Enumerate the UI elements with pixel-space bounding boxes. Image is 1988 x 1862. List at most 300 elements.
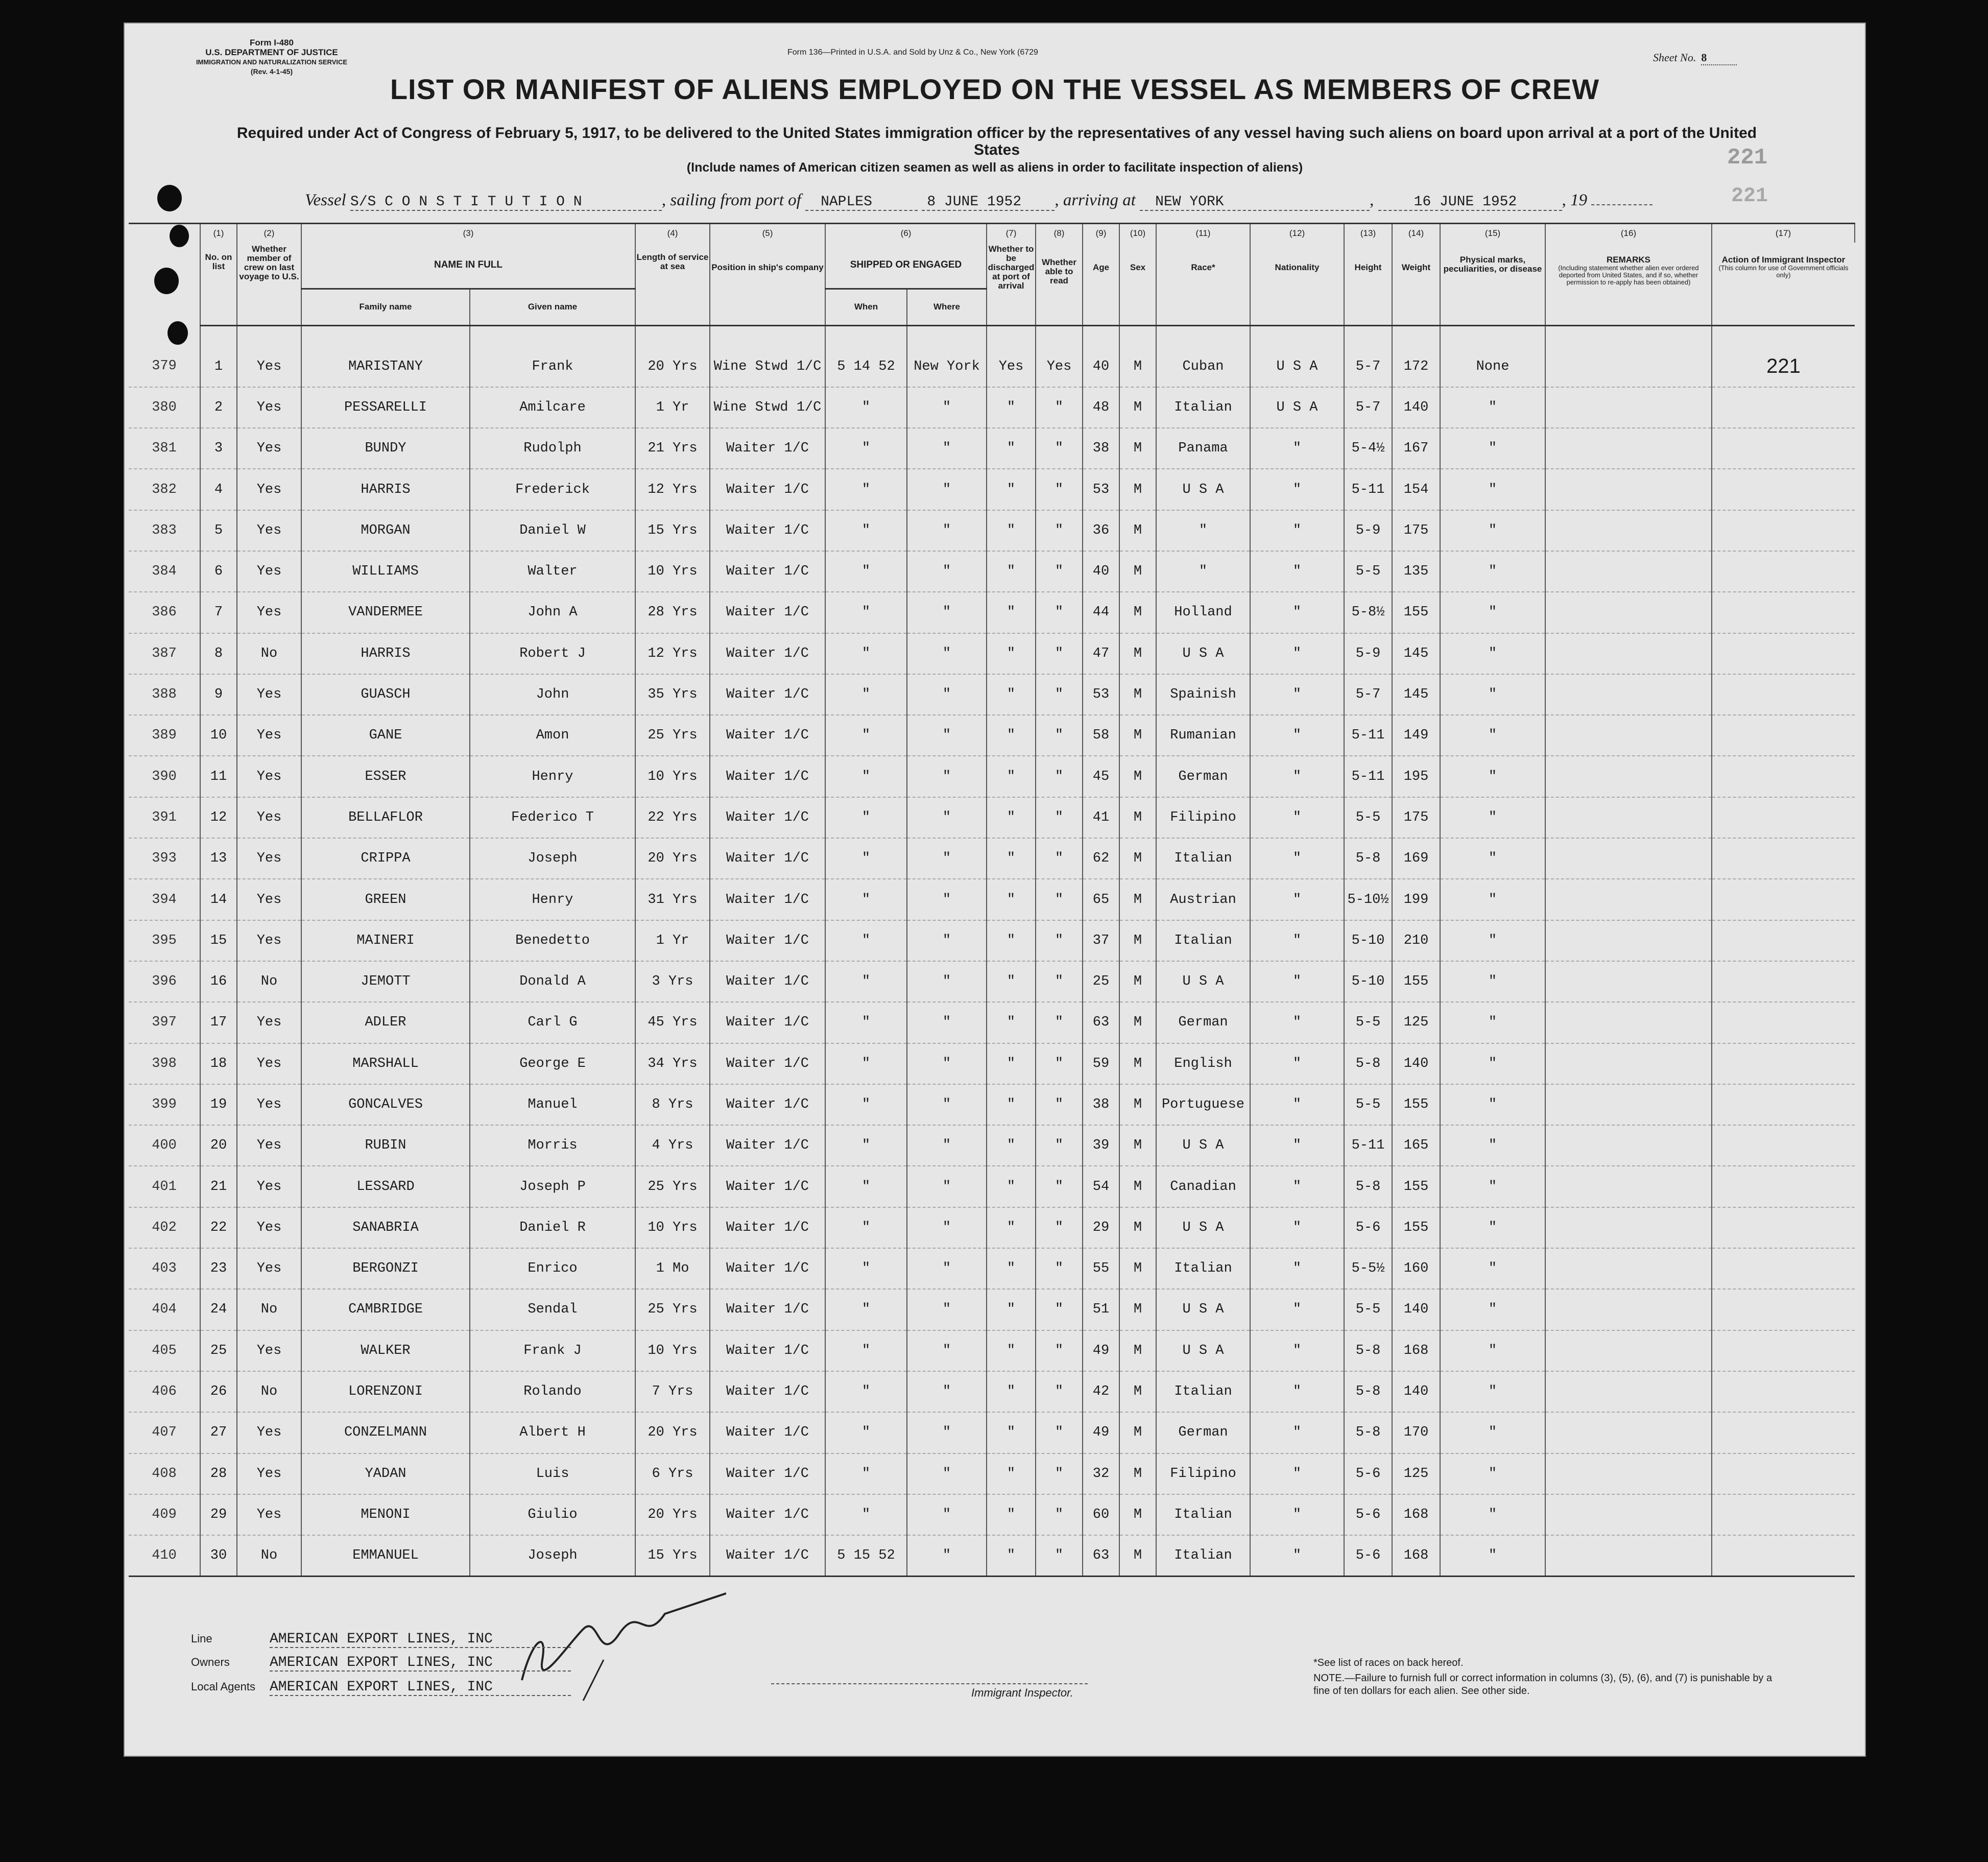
punch-hole: [157, 185, 182, 211]
cell-given-name: Robert J: [470, 633, 635, 674]
cell-position: Waiter 1/C: [710, 797, 825, 838]
cell-given-name: Joseph P: [470, 1166, 635, 1207]
header-nationality: Nationality: [1250, 243, 1344, 325]
cell-weight: 167: [1392, 428, 1440, 469]
cell-age: 36: [1083, 510, 1119, 551]
cell-discharged-flag: ": [987, 1248, 1036, 1289]
cell-height: 5-5: [1344, 551, 1392, 592]
cell-ext-number: 386: [129, 592, 200, 633]
cell-family-name: BUNDY: [301, 428, 470, 469]
cell-position: Waiter 1/C: [710, 428, 825, 469]
cell-discharged-flag: ": [987, 1043, 1036, 1084]
cell-shipped-when: ": [825, 1453, 907, 1494]
cell-remarks: [1545, 1207, 1712, 1248]
cell-discharged-flag: ": [987, 1289, 1036, 1330]
cell-height: 5-10: [1344, 920, 1392, 961]
cell-ext-number: 380: [129, 387, 200, 428]
cell-race: Italian: [1156, 1248, 1250, 1289]
cell-sex: M: [1119, 797, 1156, 838]
cell-inspector-action: [1712, 1535, 1855, 1577]
cell-nationality: ": [1250, 633, 1344, 674]
cell-age: 47: [1083, 633, 1119, 674]
cell-age: 32: [1083, 1453, 1119, 1494]
cell-weight: 195: [1392, 756, 1440, 797]
col-number: (11): [1156, 224, 1250, 243]
cell-shipped-when: ": [825, 756, 907, 797]
cell-service-length: 1 Mo: [635, 1248, 710, 1289]
cell-read-flag: ": [1036, 1002, 1083, 1043]
cell-service-length: 15 Yrs: [635, 510, 710, 551]
cell-age: 53: [1083, 469, 1119, 510]
cell-sex: M: [1119, 325, 1156, 387]
cell-physical-marks: ": [1440, 1084, 1545, 1125]
cell-prior-voyage: Yes: [237, 428, 301, 469]
cell-position: Waiter 1/C: [710, 674, 825, 715]
cell-row-number: 3: [200, 428, 237, 469]
cell-row-number: 11: [200, 756, 237, 797]
cell-inspector-action: [1712, 592, 1855, 633]
cell-given-name: George E: [470, 1043, 635, 1084]
cell-height: 5-8: [1344, 838, 1392, 879]
cell-position: Wine Stwd 1/C: [710, 325, 825, 387]
cell-given-name: Daniel W: [470, 510, 635, 551]
cell-given-name: Rolando: [470, 1371, 635, 1412]
cell-family-name: LESSARD: [301, 1166, 470, 1207]
cell-position: Waiter 1/C: [710, 756, 825, 797]
cell-prior-voyage: Yes: [237, 325, 301, 387]
cell-remarks: [1545, 715, 1712, 756]
cell-remarks: [1545, 1084, 1712, 1125]
cell-inspector-action: [1712, 551, 1855, 592]
cell-sex: M: [1119, 674, 1156, 715]
cell-physical-marks: ": [1440, 510, 1545, 551]
cell-row-number: 6: [200, 551, 237, 592]
cell-race: Rumanian: [1156, 715, 1250, 756]
table-row: [129, 633, 1855, 674]
header-inspector-action: [1712, 243, 1855, 325]
cell-race: ": [1156, 551, 1250, 592]
cell-shipped-where: ": [907, 1084, 987, 1125]
crew-manifest-table: [129, 223, 1855, 1577]
cell-row-number: 30: [200, 1535, 237, 1577]
header-prior-voyage: Whether member of crew on last voyage to U.S.: [237, 243, 301, 325]
cell-shipped-where: ": [907, 756, 987, 797]
cell-service-length: 20 Yrs: [635, 1412, 710, 1453]
cell-prior-voyage: Yes: [237, 1494, 301, 1535]
cell-age: 29: [1083, 1207, 1119, 1248]
cell-race: German: [1156, 756, 1250, 797]
cell-remarks: [1545, 428, 1712, 469]
cell-remarks: [1545, 469, 1712, 510]
cell-height: 5-8: [1344, 1166, 1392, 1207]
cell-read-flag: ": [1036, 1043, 1083, 1084]
cell-weight: 154: [1392, 469, 1440, 510]
cell-weight: 168: [1392, 1535, 1440, 1577]
cell-row-number: 16: [200, 961, 237, 1002]
cell-nationality: ": [1250, 1371, 1344, 1412]
cell-given-name: Joseph: [470, 1535, 635, 1577]
cell-read-flag: ": [1036, 1125, 1083, 1166]
cell-inspector-action: [1712, 1371, 1855, 1412]
table-row: [129, 1043, 1855, 1084]
cell-prior-voyage: Yes: [237, 1207, 301, 1248]
cell-position: Waiter 1/C: [710, 1371, 825, 1412]
cell-physical-marks: ": [1440, 1166, 1545, 1207]
table-row: [129, 715, 1855, 756]
cell-shipped-where: ": [907, 879, 987, 920]
header-age: Age: [1083, 243, 1119, 325]
owners-label: Owners: [191, 1656, 230, 1668]
cell-prior-voyage: Yes: [237, 674, 301, 715]
cell-position: Waiter 1/C: [710, 920, 825, 961]
penalty-note: NOTE.—Failure to furnish full or correct information in columns (3), (5), (6), and (7) is punishable by a fine of ten dollars for each alien. See other side.: [1313, 1673, 1773, 1697]
cell-read-flag: ": [1036, 1166, 1083, 1207]
cell-inspector-action: [1712, 1330, 1855, 1371]
col-number: (6): [825, 224, 987, 243]
cell-nationality: ": [1250, 592, 1344, 633]
cell-sex: M: [1119, 879, 1156, 920]
cell-nationality: ": [1250, 920, 1344, 961]
cell-shipped-when: 5 15 52: [825, 1535, 907, 1577]
cell-ext-number: 388: [129, 674, 200, 715]
cell-shipped-when: ": [825, 633, 907, 674]
cell-nationality: U S A: [1250, 325, 1344, 387]
cell-prior-voyage: Yes: [237, 1453, 301, 1494]
header-length-of-service: Length of service at sea: [635, 243, 710, 325]
cell-inspector-action: [1712, 633, 1855, 674]
cell-read-flag: ": [1036, 1412, 1083, 1453]
agents-label: Local Agents: [191, 1680, 255, 1693]
cell-inspector-action: [1712, 838, 1855, 879]
owners-row: [191, 1655, 571, 1672]
sheet-number: [1653, 51, 1737, 65]
cell-nationality: ": [1250, 510, 1344, 551]
cell-age: 48: [1083, 387, 1119, 428]
cell-race: ": [1156, 510, 1250, 551]
cell-family-name: MARISTANY: [301, 325, 470, 387]
cell-height: 5-6: [1344, 1207, 1392, 1248]
cell-shipped-when: ": [825, 1412, 907, 1453]
cell-ext-number: 389: [129, 715, 200, 756]
cell-physical-marks: ": [1440, 1494, 1545, 1535]
cell-discharged-flag: ": [987, 1412, 1036, 1453]
cell-row-number: 1: [200, 325, 237, 387]
cell-shipped-when: ": [825, 674, 907, 715]
column-number-row: [129, 224, 1855, 243]
cell-height: 5-5: [1344, 797, 1392, 838]
cell-sex: M: [1119, 961, 1156, 1002]
cell-remarks: [1545, 1494, 1712, 1535]
cell-shipped-where: ": [907, 1453, 987, 1494]
cell-remarks: [1545, 961, 1712, 1002]
cell-service-length: 15 Yrs: [635, 1535, 710, 1577]
table-row: [129, 1207, 1855, 1248]
cell-shipped-when: ": [825, 715, 907, 756]
cell-shipped-where: ": [907, 715, 987, 756]
stamp-number-faded: 221: [1731, 185, 1768, 208]
cell-age: 65: [1083, 879, 1119, 920]
cell-discharged-flag: ": [987, 879, 1036, 920]
cell-row-number: 5: [200, 510, 237, 551]
header-remarks-note: (Including statement whether alien ever ordered deported from United States, and if so, whether permission to re-apply has been obtained): [1558, 264, 1699, 286]
cell-race: U S A: [1156, 633, 1250, 674]
cell-age: 63: [1083, 1002, 1119, 1043]
cell-physical-marks: ": [1440, 1371, 1545, 1412]
col-number: (3): [301, 224, 635, 243]
cell-ext-number: 409: [129, 1494, 200, 1535]
cell-nationality: ": [1250, 1289, 1344, 1330]
cell-physical-marks: ": [1440, 633, 1545, 674]
cell-inspector-action: [1712, 1494, 1855, 1535]
cell-height: 5-8: [1344, 1412, 1392, 1453]
cell-service-length: 34 Yrs: [635, 1043, 710, 1084]
inspector-label: Immigrant Inspector.: [971, 1686, 1073, 1699]
cell-remarks: [1545, 797, 1712, 838]
cell-position: Waiter 1/C: [710, 1412, 825, 1453]
cell-age: 41: [1083, 797, 1119, 838]
cell-remarks: [1545, 633, 1712, 674]
cell-service-length: 10 Yrs: [635, 1330, 710, 1371]
cell-read-flag: ": [1036, 756, 1083, 797]
cell-race: Italian: [1156, 838, 1250, 879]
cell-race: Italian: [1156, 1494, 1250, 1535]
cell-inspector-action: [1712, 674, 1855, 715]
cell-sex: M: [1119, 1330, 1156, 1371]
cell-sex: M: [1119, 633, 1156, 674]
cell-given-name: Rudolph: [470, 428, 635, 469]
col-number: (2): [237, 224, 301, 243]
cell-nationality: ": [1250, 1412, 1344, 1453]
cell-discharged-flag: ": [987, 1084, 1036, 1125]
cell-read-flag: ": [1036, 428, 1083, 469]
sheet-number-label: Sheet No.: [1653, 51, 1696, 64]
cell-service-length: 10 Yrs: [635, 756, 710, 797]
cell-read-flag: ": [1036, 592, 1083, 633]
cell-given-name: Amilcare: [470, 387, 635, 428]
cell-sex: M: [1119, 1412, 1156, 1453]
cell-shipped-where: ": [907, 469, 987, 510]
cell-height: 5-8½: [1344, 592, 1392, 633]
cell-ext-number: 387: [129, 633, 200, 674]
form-number: Form I-480: [250, 38, 294, 47]
page-subnote: (Include names of American citizen seamen as well as aliens in order to facilitate inspection of aliens): [686, 160, 1303, 175]
cell-shipped-where: ": [907, 674, 987, 715]
cell-nationality: ": [1250, 756, 1344, 797]
cell-given-name: Frederick: [470, 469, 635, 510]
cell-read-flag: ": [1036, 838, 1083, 879]
table-row: [129, 1289, 1855, 1330]
cell-ext-number: 404: [129, 1289, 200, 1330]
cell-family-name: MORGAN: [301, 510, 470, 551]
cell-service-length: 20 Yrs: [635, 838, 710, 879]
cell-shipped-where: ": [907, 1125, 987, 1166]
cell-sex: M: [1119, 838, 1156, 879]
arrival-date: 16 JUNE 1952: [1378, 194, 1562, 211]
table-row: [129, 961, 1855, 1002]
cell-shipped-when: ": [825, 1084, 907, 1125]
cell-row-number: 21: [200, 1166, 237, 1207]
cell-race: Filipino: [1156, 797, 1250, 838]
cell-given-name: Daniel R: [470, 1207, 635, 1248]
cell-row-number: 10: [200, 715, 237, 756]
cell-position: Waiter 1/C: [710, 715, 825, 756]
cell-inspector-action: [1712, 1084, 1855, 1125]
cell-position: Waiter 1/C: [710, 1453, 825, 1494]
cell-inspector-action: [1712, 428, 1855, 469]
cell-race: Italian: [1156, 1535, 1250, 1577]
header-discharged: Whether to be discharged at port of arrival: [987, 243, 1036, 325]
cell-row-number: 29: [200, 1494, 237, 1535]
cell-service-length: 25 Yrs: [635, 1289, 710, 1330]
table-row: [129, 879, 1855, 920]
cell-shipped-when: ": [825, 510, 907, 551]
cell-family-name: RUBIN: [301, 1125, 470, 1166]
cell-row-number: 9: [200, 674, 237, 715]
cell-inspector-action: [1712, 879, 1855, 920]
cell-inspector-action: [1712, 387, 1855, 428]
cell-discharged-flag: ": [987, 633, 1036, 674]
cell-given-name: Giulio: [470, 1494, 635, 1535]
cell-race: Italian: [1156, 1371, 1250, 1412]
cell-physical-marks: ": [1440, 1125, 1545, 1166]
cell-weight: 125: [1392, 1453, 1440, 1494]
cell-given-name: Frank: [470, 325, 635, 387]
cell-race: U S A: [1156, 1289, 1250, 1330]
cell-physical-marks: ": [1440, 1330, 1545, 1371]
cell-position: Waiter 1/C: [710, 1207, 825, 1248]
table-row: [129, 1453, 1855, 1494]
cell-shipped-when: ": [825, 1207, 907, 1248]
cell-ext-number: 410: [129, 1535, 200, 1577]
cell-remarks: [1545, 1330, 1712, 1371]
cell-weight: 168: [1392, 1330, 1440, 1371]
cell-shipped-when: ": [825, 387, 907, 428]
cell-physical-marks: ": [1440, 469, 1545, 510]
cell-read-flag: ": [1036, 879, 1083, 920]
cell-discharged-flag: ": [987, 1371, 1036, 1412]
cell-read-flag: ": [1036, 674, 1083, 715]
cell-weight: 155: [1392, 961, 1440, 1002]
page-title: LIST OR MANIFEST OF ALIENS EMPLOYED ON THE VESSEL AS MEMBERS OF CREW: [390, 73, 1600, 105]
cell-age: 39: [1083, 1125, 1119, 1166]
cell-ext-number: 384: [129, 551, 200, 592]
cell-age: 59: [1083, 1043, 1119, 1084]
cell-shipped-where: ": [907, 1412, 987, 1453]
cell-height: 5-6: [1344, 1494, 1392, 1535]
cell-race: Austrian: [1156, 879, 1250, 920]
cell-service-length: 1 Yr: [635, 387, 710, 428]
departure-port: NAPLES: [805, 194, 918, 211]
header-where: Where: [907, 289, 987, 325]
cell-discharged-flag: ": [987, 1125, 1036, 1166]
cell-nationality: ": [1250, 1453, 1344, 1494]
cell-shipped-where: ": [907, 1289, 987, 1330]
cell-family-name: JEMOTT: [301, 961, 470, 1002]
cell-prior-voyage: No: [237, 1289, 301, 1330]
voyage-line: Vessel S/S C O N S T I T U T I O N , sailing from port of NAPLES 8 JUNE 1952 , arriving at NEW YORK , 16 JUNE 1952 , 19: [305, 191, 1827, 211]
cell-inspector-action: [1712, 1289, 1855, 1330]
cell-remarks: [1545, 1453, 1712, 1494]
cell-shipped-where: ": [907, 1494, 987, 1535]
cell-sex: M: [1119, 469, 1156, 510]
agents-row: [191, 1679, 571, 1696]
cell-race: U S A: [1156, 469, 1250, 510]
col-number: (15): [1440, 224, 1545, 243]
cell-inspector-action: [1712, 797, 1855, 838]
cell-row-number: 24: [200, 1289, 237, 1330]
cell-inspector-action: [1712, 1207, 1855, 1248]
cell-read-flag: ": [1036, 469, 1083, 510]
cell-service-length: 22 Yrs: [635, 797, 710, 838]
cell-physical-marks: ": [1440, 1002, 1545, 1043]
cell-race: Spainish: [1156, 674, 1250, 715]
cell-age: 40: [1083, 551, 1119, 592]
cell-nationality: ": [1250, 1084, 1344, 1125]
cell-shipped-when: ": [825, 469, 907, 510]
departure-date: 8 JUNE 1952: [922, 194, 1055, 211]
cell-shipped-when: ": [825, 1166, 907, 1207]
service-name: IMMIGRATION AND NATURALIZATION SERVICE: [196, 58, 348, 66]
cell-prior-voyage: Yes: [237, 510, 301, 551]
cell-discharged-flag: ": [987, 387, 1036, 428]
cell-service-length: 25 Yrs: [635, 715, 710, 756]
table-row: [129, 1166, 1855, 1207]
cell-read-flag: ": [1036, 1207, 1083, 1248]
vessel-name: S/S C O N S T I T U T I O N: [350, 194, 662, 211]
cell-physical-marks: ": [1440, 1412, 1545, 1453]
cell-service-length: 20 Yrs: [635, 1494, 710, 1535]
cell-given-name: Sendal: [470, 1289, 635, 1330]
cell-nationality: ": [1250, 551, 1344, 592]
table-row: [129, 325, 1855, 387]
cell-height: 5-10: [1344, 961, 1392, 1002]
cell-prior-voyage: Yes: [237, 879, 301, 920]
cell-family-name: GANE: [301, 715, 470, 756]
manifest-sheet: [124, 22, 1866, 1757]
col-number: (10): [1119, 224, 1156, 243]
cell-inspector-action: [1712, 1043, 1855, 1084]
cell-given-name: Albert H: [470, 1412, 635, 1453]
cell-discharged-flag: ": [987, 674, 1036, 715]
table-row: [129, 510, 1855, 551]
cell-position: Waiter 1/C: [710, 838, 825, 879]
cell-height: 5-6: [1344, 1535, 1392, 1577]
col-number: (4): [635, 224, 710, 243]
cell-weight: 145: [1392, 633, 1440, 674]
cell-prior-voyage: Yes: [237, 1084, 301, 1125]
cell-sex: M: [1119, 1166, 1156, 1207]
cell-remarks: [1545, 325, 1712, 387]
cell-weight: 199: [1392, 879, 1440, 920]
cell-weight: 140: [1392, 387, 1440, 428]
cell-remarks: [1545, 674, 1712, 715]
cell-age: 62: [1083, 838, 1119, 879]
cell-prior-voyage: Yes: [237, 1166, 301, 1207]
cell-height: 5-10½: [1344, 879, 1392, 920]
cell-discharged-flag: ": [987, 1453, 1036, 1494]
cell-weight: 145: [1392, 674, 1440, 715]
cell-remarks: [1545, 1002, 1712, 1043]
cell-read-flag: ": [1036, 961, 1083, 1002]
cell-row-number: 27: [200, 1412, 237, 1453]
cell-ext-number: 400: [129, 1125, 200, 1166]
cell-race: Portuguese: [1156, 1084, 1250, 1125]
cell-service-length: 28 Yrs: [635, 592, 710, 633]
cell-physical-marks: ": [1440, 1043, 1545, 1084]
header-remarks-title: REMARKS: [1607, 255, 1650, 265]
cell-discharged-flag: ": [987, 1535, 1036, 1577]
cell-discharged-flag: ": [987, 1166, 1036, 1207]
